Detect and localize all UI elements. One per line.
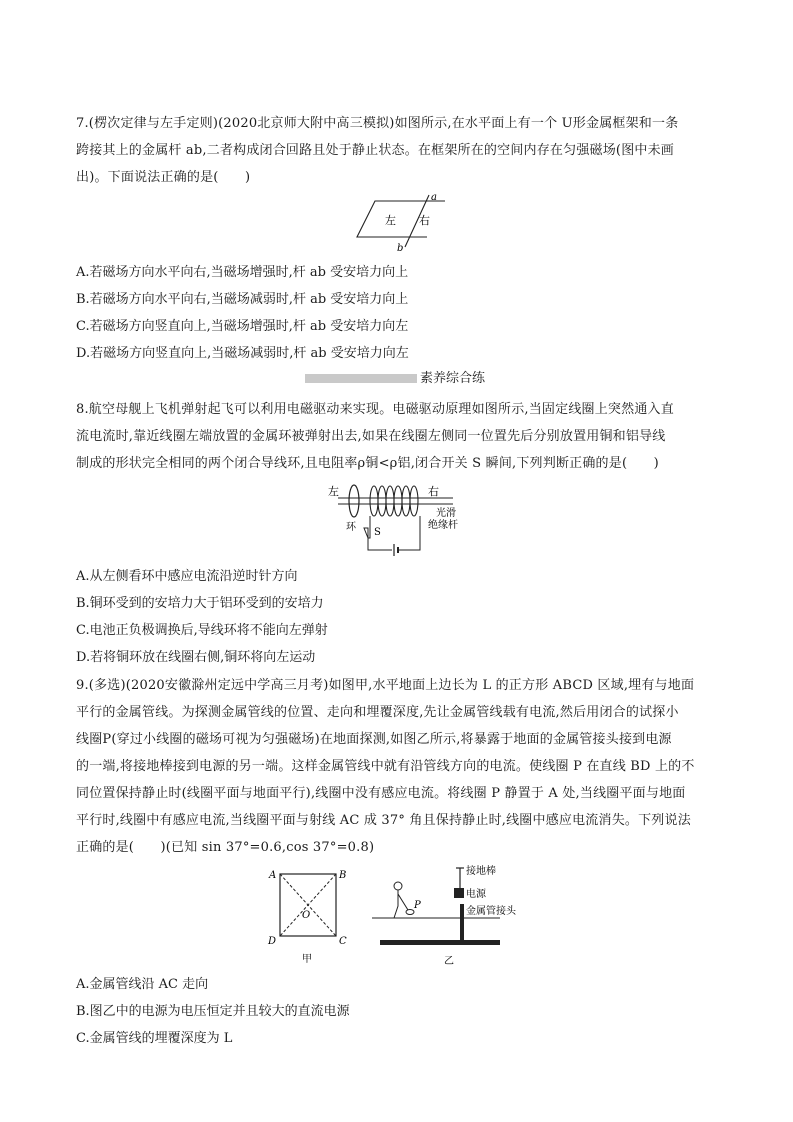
solenoid-coil [370,486,418,516]
q8-label-rod-2: 绝缘杆 [428,520,458,531]
q7-label-right: 右 [419,214,430,227]
person-arm [398,894,408,910]
buried-pipe [380,940,500,945]
q7-label-a: a [431,192,437,203]
label-D: D [268,936,277,947]
q7-line-3: 出)。下面说法正确的是( ) [76,170,251,185]
q7-line-1: 7.(楞次定律与左手定则)(2020北京师大附中高三模拟)如图所示,在水平面上有一个 U形金属框架和一条 [76,116,679,131]
q9-line-1: 9.(多选)(2020安徽滁州定远中学高三月考)如图甲,水平地面上边长为 L 的正方形 ABCD 区域,埋有与地面 [76,678,695,693]
power-source [454,888,464,898]
q9-line-6: 平行时,线圈中有感应电流,当线圈平面与射线 AC 成 37° 角且保持静止时,线圈中感应电流消失。下列说法 [76,813,691,828]
q9-line-4: 的一端,将接地棒接到电源的另一端。这样金属管线中就有沿管线方向的电流。使线圈 P 在直线 BD 上的不 [76,759,695,774]
q9-line-3: 线圈P(穿过小线圈的磁场可视为匀强磁场)在地面探测,如图乙所示,将暴露于地面的金属管接头接到电源 [76,732,672,747]
q8-line-2: 流电流时,靠近线圈左端放置的金属环被弹射出去,如果在线圈左侧同一位置先后分别放置用铜和铝导线 [76,429,666,444]
q8-option-c: C.电池正负极调换后,导线环将不能向左弹射 [76,623,328,638]
q9-figure-jia [264,866,354,966]
section-bar [305,374,417,383]
q8-label-switch: S [374,527,381,538]
q7-option-d: D.若磁场方向竖直向上,当磁场减弱时,杆 ab 受安培力向左 [76,346,409,361]
q8-option-a: A.从左侧看环中感应电流沿逆时针方向 [76,569,298,584]
q7-option-b: B.若磁场方向水平向右,当磁场减弱时,杆 ab 受安培力向上 [76,292,409,307]
q9-line-5: 同位置保持静止时(线圈平面与地面平行),线圈中没有感应电流。将线圈 P 静置于 A 处,当线圈平面与地面 [76,786,686,801]
q8-option-b: B.铜环受到的安培力大于铝环受到的安培力 [76,596,324,611]
caption-yi: 乙 [444,956,454,967]
q7-option-c: C.若磁场方向竖直向上,当磁场增强时,杆 ab 受安培力向左 [76,319,409,334]
person-body [394,890,398,918]
q8-line-1: 8.航空母舰上飞机弹射起飞可以利用电磁驱动来实现。电磁驱动原理如图所示,当固定线圈上突然通入直 [76,402,674,417]
q7-figure [345,193,455,253]
q9-line-2: 平行的金属管线。为探测金属管线的位置、走向和埋覆深度,先让金属管线载有电流,然后用闭合的试探小 [76,705,679,720]
q8-label-left: 左 [328,485,339,498]
u-frame [357,201,445,237]
label-power: 电源 [466,889,486,900]
metal-ring [349,485,359,517]
q8-label-ring: 环 [346,522,356,533]
label-C: C [339,936,347,947]
q9-option-a: A.金属管线沿 AC 走向 [76,977,209,992]
label-P: P [414,900,421,911]
label-pipe-joint: 金属管接头 [466,906,516,917]
coil-p [406,910,414,915]
q8-line-3: 制成的形状完全相同的两个闭合导线环,且电阻率ρ铜<ρ铝,闭合开关 S 瞬间,下列判断正确的是( ) [76,456,659,471]
label-A: A [269,870,277,881]
q9-option-c: C.金属管线的埋覆深度为 L [76,1031,233,1046]
q8-figure [328,480,473,558]
q7-label-left: 左 [385,214,396,227]
q7-option-a: A.若磁场方向水平向右,当磁场增强时,杆 ab 受安培力向上 [76,265,409,280]
q9-figure-yi [368,864,543,968]
person-head [394,882,402,890]
label-B: B [339,870,347,881]
q8-label-rod-1: 光滑 [436,508,456,519]
caption-jia: 甲 [302,954,312,965]
label-O: O [302,910,311,921]
circuit-wire-right [398,516,420,550]
q9-line-7: 正确的是( )(已知 sin 37°=0.6,cos 37°=0.8) [76,840,375,855]
q8-label-right: 右 [428,485,439,498]
pipe-riser [460,904,464,942]
label-ground-rod: 接地棒 [466,866,496,877]
q7-label-b: b [397,243,404,254]
q9-option-b: B.图乙中的电源为电压恒定并且较大的直流电源 [76,1004,350,1019]
section-title: 素养综合练 [420,371,486,386]
q7-line-2: 跨接其上的金属杆 ab,二者构成闭合回路且处于静止状态。在框架所在的空间内存在匀强磁场(图中未画 [76,143,675,158]
q8-option-d: D.若将铜环放在线圈右侧,铜环将向左运动 [76,650,316,665]
